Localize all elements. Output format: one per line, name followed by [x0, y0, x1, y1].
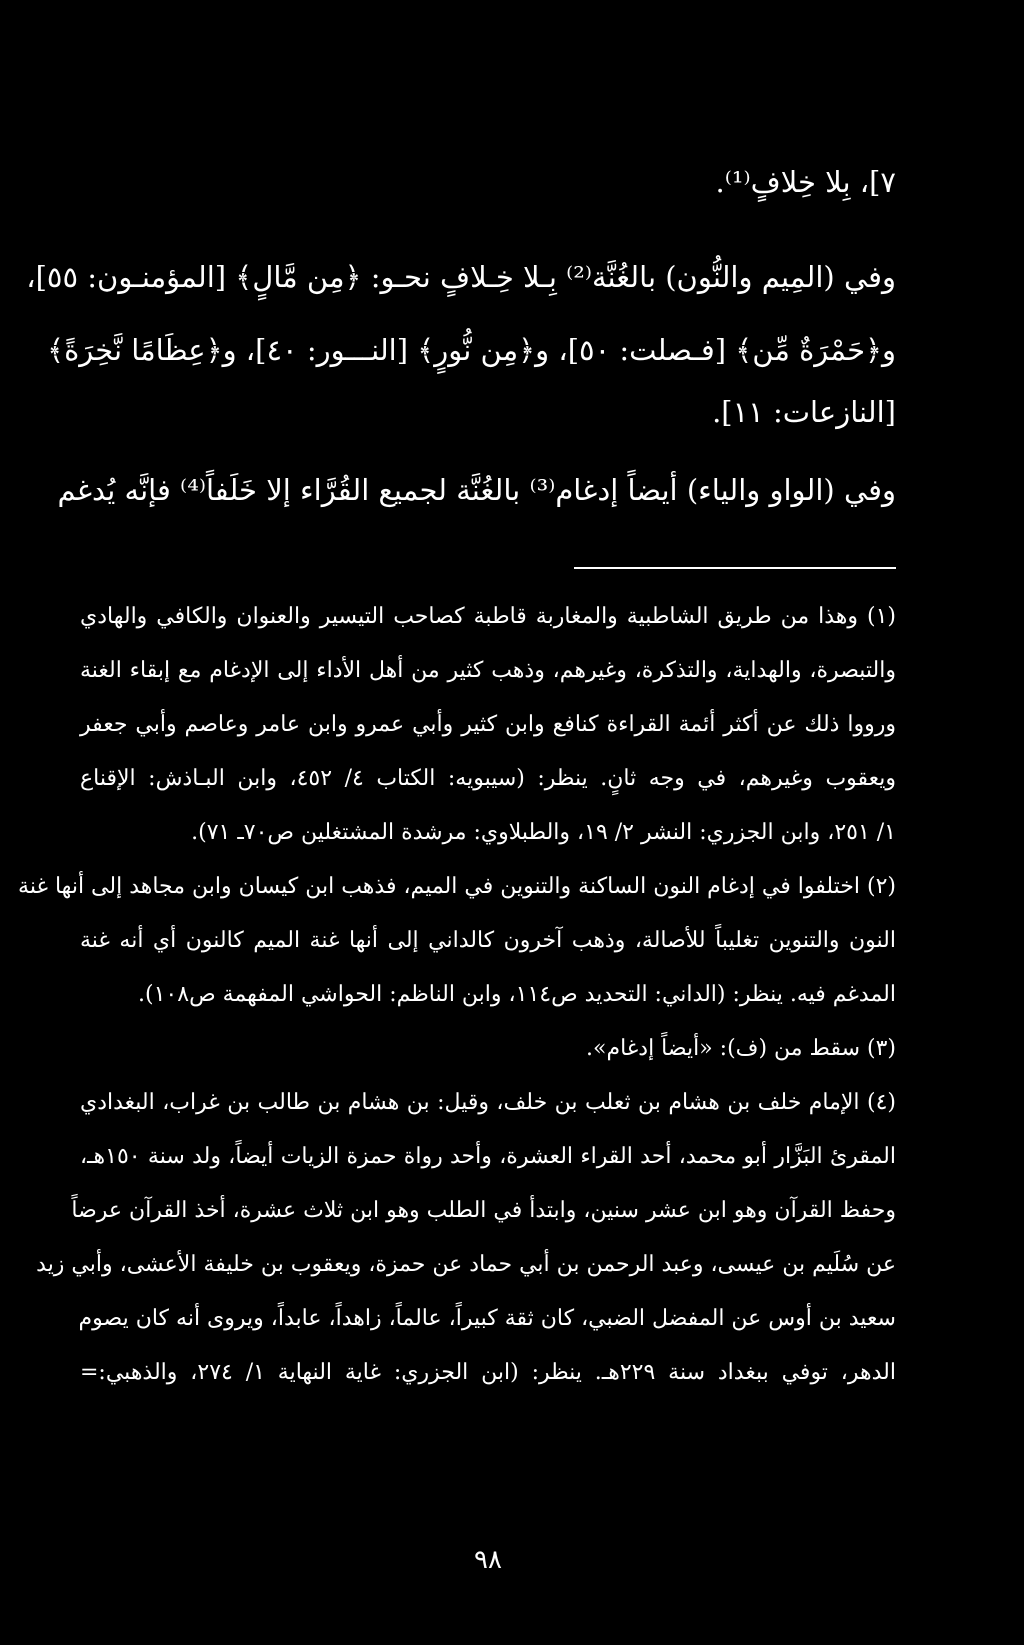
- footnote-line-6: (٢) اختلفوا في إدغام النون الساكنة والتنوين في الميم، فذهب ابن كيسان وابن مجاهد إلى أنها غنة: [18, 874, 896, 899]
- footnote-line-11: المقرئ البَزَّار أبو محمد، أحد القراء العشرة، وأحد رواة حمزة الزيات أيضاً، ولد سنة ١٥٠هـ،: [80, 1144, 896, 1169]
- page-number: ٩٨: [474, 1545, 502, 1575]
- footnote-line-15: الدهر، توفي ببغداد سنة ٢٢٩هـ. ينظر: (ابن الجزري: غاية النهاية ١/ ٢٧٤، والذهبي:=: [80, 1360, 896, 1385]
- footnote-line-4: ويعقوب وغيرهم، في وجه ثانٍ. ينظر: (سيبويه: الكتاب ٤/ ٤٥٢، وابن البـاذش: الإقناع: [80, 766, 897, 791]
- footnote-line-12: وحفظ القرآن وهو ابن عشر سنين، وابتدأ في الطلب وهو ابن ثلاث عشرة، أخذ القرآن عرضاً: [71, 1198, 896, 1223]
- footnote-line-5: ١/ ٢٥١، وابن الجزري: النشر ٢/ ١٩، والطبلاوي: مرشدة المشتغلين ص٧٠ـ ٧١).: [191, 820, 896, 845]
- footnote-line-13: عن سُلَيم بن عيسى، وعبد الرحمن بن أبي حماد عن حمزة، ويعقوب بن خليفة الأعشى، وأبي زيد: [36, 1252, 896, 1277]
- main-text-line-5: وفي (الواو والياء) أيضاً إدغام⁽³⁾ بالغُنَّة لجميع القُرَّاء إلا خَلَفاً⁽⁴⁾ فإنَّه يُدغم: [57, 473, 896, 507]
- footnote-line-7: النون والتنوين تغليباً للأصالة، وذهب آخرون كالداني إلى أنها غنة الميم كالنون أي أنه غنة: [80, 928, 896, 953]
- footnote-line-8: المدغم فيه. ينظر: (الداني: التحديد ص١١٤، وابن الناظم: الحواشي المفهمة ص١٠٨).: [138, 982, 896, 1007]
- main-text-line-2: وفي (المِيم والنُّون) بالغُنَّة⁽²⁾ بِـلا خِـلافٍ نحـو: ﴿مِن مَّالٍ﴾ [المؤمنـون: ٥٥]،: [26, 260, 896, 294]
- main-text-line-3: و﴿حَمْرَةٌ مِّن﴾ [فـصلت: ٥٠]، و﴿مِن نُّورٍ﴾ [النـــور: ٤٠]، و﴿عِظَامًا نَّخِرَةً﴾: [47, 333, 896, 367]
- footnote-line-9: (٣) سقط من (ف): «أيضاً إدغام».: [586, 1036, 896, 1061]
- footnote-separator: [574, 567, 896, 569]
- main-text-line-4: [النازعات: ١١].: [712, 395, 896, 429]
- footnote-line-10: (٤) الإمام خلف بن هشام بن ثعلب بن خلف، وقيل: بن هشام بن طالب بن غراب، البغدادي: [80, 1090, 896, 1115]
- footnote-line-1: (١) وهذا من طريق الشاطبية والمغاربة قاطبة كصاحب التيسير والعنوان والكافي والهادي: [80, 604, 896, 629]
- main-text-line-1: ٧]، بِلا خِلافٍ⁽¹⁾.: [715, 165, 896, 199]
- footnote-line-3: ورووا ذلك عن أكثر أئمة القراءة كنافع وابن كثير وأبي عمرو وابن عامر وعاصم وأبي جعفر: [80, 712, 896, 737]
- footnote-line-2: والتبصرة، والهداية، والتذكرة، وغيرهم، وذهب كثير من أهل الأداء إلى الإدغام مع إبقاء الغنة: [80, 658, 896, 683]
- footnote-line-14: سعيد بن أوس عن المفضل الضبي، كان ثقة كبيراً، عالماً، زاهداً، عابداً، ويروى أنه كان يصوم: [78, 1306, 896, 1331]
